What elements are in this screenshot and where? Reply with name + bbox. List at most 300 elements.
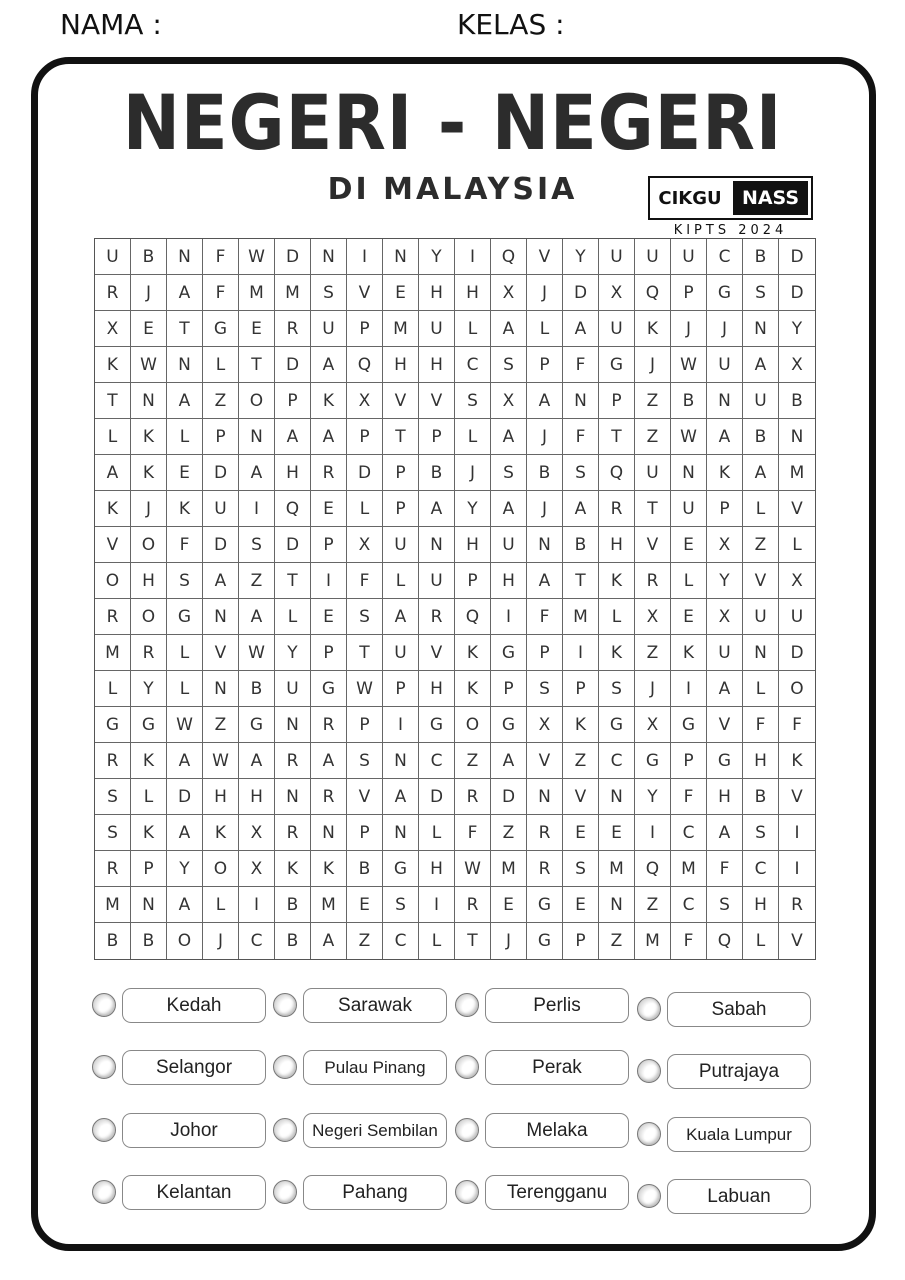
answer-checkbox[interactable] [92, 1055, 116, 1079]
grid-cell[interactable]: Y [779, 311, 815, 347]
grid-cell[interactable]: C [455, 347, 491, 383]
grid-cell[interactable]: K [455, 635, 491, 671]
grid-cell[interactable]: I [419, 887, 455, 923]
grid-cell[interactable]: V [527, 743, 563, 779]
grid-cell[interactable]: J [203, 923, 239, 959]
grid-cell[interactable]: L [203, 347, 239, 383]
grid-cell[interactable]: J [527, 419, 563, 455]
grid-cell[interactable]: Z [239, 563, 275, 599]
grid-cell[interactable]: V [791, 931, 803, 951]
grid-cell[interactable]: U [311, 311, 347, 347]
grid-cell[interactable]: V [527, 239, 563, 275]
grid-cell[interactable]: X [239, 815, 275, 851]
grid-cell[interactable]: F [203, 275, 239, 311]
grid-cell[interactable]: L [95, 671, 131, 707]
grid-cell[interactable]: K [563, 707, 599, 743]
grid-cell[interactable]: S [95, 815, 131, 851]
grid-cell[interactable]: Z [743, 527, 779, 563]
grid-cell[interactable]: K [455, 671, 491, 707]
grid-cell[interactable]: L [167, 671, 203, 707]
grid-cell[interactable]: L [743, 923, 779, 959]
grid-cell[interactable]: J [491, 923, 527, 959]
grid-cell[interactable]: A [527, 563, 563, 599]
grid-cell[interactable]: A [167, 743, 203, 779]
grid-cell[interactable]: N [599, 887, 635, 923]
grid-cell[interactable]: E [671, 527, 707, 563]
grid-cell[interactable]: L [455, 419, 491, 455]
grid-cell[interactable]: H [203, 779, 239, 815]
grid-cell[interactable]: I [563, 635, 599, 671]
answer-checkbox[interactable] [92, 993, 116, 1017]
grid-cell[interactable]: V [743, 563, 779, 599]
grid-cell[interactable]: G [527, 887, 563, 923]
grid-cell[interactable]: B [275, 923, 311, 959]
grid-cell[interactable]: S [563, 851, 599, 887]
grid-cell[interactable]: Z [635, 635, 671, 671]
grid-cell[interactable]: F [563, 419, 599, 455]
grid-cell[interactable]: X [239, 851, 275, 887]
grid-cell[interactable]: A [167, 887, 203, 923]
grid-cell[interactable]: N [275, 779, 311, 815]
grid-cell[interactable]: U [743, 383, 779, 419]
grid-cell[interactable]: S [491, 347, 527, 383]
grid-cell[interactable]: L [95, 419, 131, 455]
grid-cell[interactable]: N [599, 779, 635, 815]
grid-cell[interactable]: E [563, 887, 599, 923]
grid-cell[interactable]: T [635, 491, 671, 527]
grid-cell[interactable]: M [599, 851, 635, 887]
grid-cell[interactable]: Y [707, 563, 743, 599]
grid-cell[interactable]: S [383, 887, 419, 923]
grid-cell[interactable]: U [707, 635, 743, 671]
grid-cell[interactable]: N [743, 311, 779, 347]
grid-cell[interactable]: L [779, 527, 815, 563]
grid-cell[interactable]: B [275, 887, 311, 923]
grid-cell[interactable]: E [347, 887, 383, 923]
grid-cell[interactable]: Z [635, 419, 671, 455]
grid-cell[interactable]: B [419, 455, 455, 491]
grid-cell[interactable]: P [419, 419, 455, 455]
grid-cell[interactable]: N [419, 527, 455, 563]
grid-cell[interactable]: K [311, 851, 347, 887]
grid-cell[interactable]: A [491, 491, 527, 527]
grid-cell[interactable]: L [419, 815, 455, 851]
grid-cell[interactable]: Z [347, 923, 383, 959]
grid-cell[interactable]: N [203, 671, 239, 707]
answer-checkbox[interactable] [455, 993, 479, 1017]
grid-cell[interactable]: Y [275, 635, 311, 671]
grid-cell[interactable]: U [383, 527, 419, 563]
grid-cell[interactable]: L [455, 311, 491, 347]
grid-cell[interactable]: F [203, 239, 239, 275]
grid-cell[interactable]: G [707, 275, 743, 311]
grid-cell[interactable]: V [419, 635, 455, 671]
grid-cell[interactable]: Z [203, 383, 239, 419]
grid-cell[interactable]: T [347, 635, 383, 671]
grid-cell[interactable]: A [563, 311, 599, 347]
grid-cell[interactable]: L [383, 563, 419, 599]
grid-cell[interactable]: L [599, 599, 635, 635]
grid-cell[interactable]: H [419, 851, 455, 887]
grid-cell[interactable]: K [95, 491, 131, 527]
grid-cell[interactable]: D [779, 635, 815, 671]
grid-cell[interactable]: S [95, 779, 131, 815]
grid-cell[interactable]: R [527, 815, 563, 851]
grid-cell[interactable]: S [563, 455, 599, 491]
grid-cell[interactable]: A [239, 599, 275, 635]
grid-cell[interactable]: L [671, 563, 707, 599]
grid-cell[interactable]: S [455, 383, 491, 419]
grid-cell[interactable]: Y [167, 851, 203, 887]
grid-cell[interactable]: R [311, 779, 347, 815]
grid-cell[interactable]: V [635, 527, 671, 563]
grid-cell[interactable]: C [419, 743, 455, 779]
grid-cell[interactable]: U [599, 239, 635, 275]
grid-cell[interactable]: G [527, 923, 563, 959]
grid-cell[interactable]: P [383, 671, 419, 707]
grid-cell[interactable]: A [311, 743, 347, 779]
grid-cell[interactable]: X [491, 275, 527, 311]
grid-cell[interactable]: L [743, 671, 779, 707]
grid-cell[interactable]: T [599, 419, 635, 455]
grid-cell[interactable]: O [239, 383, 275, 419]
grid-cell[interactable]: D [203, 455, 239, 491]
grid-cell[interactable]: R [275, 815, 311, 851]
grid-cell[interactable]: I [311, 563, 347, 599]
grid-cell[interactable]: U [635, 239, 671, 275]
grid-cell[interactable]: A [383, 599, 419, 635]
grid-cell[interactable]: A [491, 743, 527, 779]
grid-cell[interactable]: C [599, 743, 635, 779]
grid-cell[interactable]: U [383, 635, 419, 671]
answer-checkbox[interactable] [637, 997, 661, 1021]
grid-cell[interactable]: O [131, 527, 167, 563]
grid-cell[interactable]: D [203, 527, 239, 563]
grid-cell[interactable]: A [743, 455, 779, 491]
grid-cell[interactable]: K [203, 815, 239, 851]
grid-cell[interactable]: U [491, 527, 527, 563]
grid-cell[interactable]: Y [455, 491, 491, 527]
grid-cell[interactable]: B [347, 851, 383, 887]
grid-cell[interactable]: C [383, 923, 419, 959]
grid-cell[interactable]: J [671, 311, 707, 347]
grid-cell[interactable]: G [635, 743, 671, 779]
grid-cell[interactable]: U [419, 311, 455, 347]
grid-cell[interactable]: G [707, 743, 743, 779]
grid-cell[interactable]: D [347, 455, 383, 491]
grid-cell[interactable]: D [275, 527, 311, 563]
grid-cell[interactable]: P [563, 671, 599, 707]
grid-cell[interactable]: F [455, 815, 491, 851]
grid-cell[interactable]: B [95, 923, 131, 959]
grid-cell[interactable]: A [275, 419, 311, 455]
grid-cell[interactable]: D [275, 239, 311, 275]
grid-cell[interactable]: R [311, 455, 347, 491]
grid-cell[interactable]: W [671, 419, 707, 455]
grid-cell[interactable]: K [707, 455, 743, 491]
grid-cell[interactable]: N [131, 383, 167, 419]
grid-cell[interactable]: B [563, 527, 599, 563]
grid-cell[interactable]: I [779, 851, 815, 887]
grid-cell[interactable]: J [527, 491, 563, 527]
grid-cell[interactable]: J [707, 311, 743, 347]
grid-cell[interactable]: P [527, 347, 563, 383]
grid-cell[interactable]: B [239, 671, 275, 707]
grid-cell[interactable]: F [167, 527, 203, 563]
grid-cell[interactable]: H [383, 347, 419, 383]
grid-cell[interactable]: Y [131, 671, 167, 707]
grid-cell[interactable]: P [599, 383, 635, 419]
answer-checkbox[interactable] [637, 1122, 661, 1146]
grid-cell[interactable]: K [671, 635, 707, 671]
grid-cell[interactable]: H [707, 779, 743, 815]
grid-cell[interactable]: Z [491, 815, 527, 851]
grid-cell[interactable]: F [707, 851, 743, 887]
grid-cell[interactable]: X [95, 311, 131, 347]
grid-cell[interactable]: W [239, 239, 275, 275]
grid-cell[interactable]: H [743, 743, 779, 779]
grid-cell[interactable]: G [239, 707, 275, 743]
grid-cell[interactable]: X [779, 347, 815, 383]
grid-cell[interactable]: V [419, 383, 455, 419]
grid-cell[interactable]: O [167, 923, 203, 959]
grid-cell[interactable]: L [419, 923, 455, 959]
grid-cell[interactable]: N [383, 815, 419, 851]
grid-cell[interactable]: H [131, 563, 167, 599]
grid-cell[interactable]: O [203, 851, 239, 887]
grid-cell[interactable]: Z [599, 923, 635, 959]
grid-cell[interactable]: U [275, 671, 311, 707]
grid-cell[interactable]: U [707, 347, 743, 383]
grid-cell[interactable]: E [563, 815, 599, 851]
grid-cell[interactable]: V [779, 491, 815, 527]
grid-cell[interactable]: K [599, 563, 635, 599]
grid-cell[interactable]: I [491, 599, 527, 635]
grid-cell[interactable]: Q [599, 455, 635, 491]
grid-cell[interactable]: N [779, 419, 815, 455]
grid-cell[interactable]: P [707, 491, 743, 527]
grid-cell[interactable]: M [275, 275, 311, 311]
grid-cell[interactable]: A [707, 419, 743, 455]
grid-cell[interactable]: G [491, 707, 527, 743]
grid-cell[interactable]: D [779, 275, 815, 311]
answer-checkbox[interactable] [273, 993, 297, 1017]
grid-cell[interactable]: M [779, 455, 815, 491]
grid-cell[interactable]: V [95, 527, 131, 563]
grid-cell[interactable]: P [491, 671, 527, 707]
grid-cell[interactable]: R [455, 779, 491, 815]
grid-cell[interactable]: M [635, 923, 671, 959]
grid-cell[interactable]: V [779, 779, 815, 815]
grid-cell[interactable]: R [95, 275, 131, 311]
grid-cell[interactable]: Y [563, 239, 599, 275]
grid-cell[interactable]: P [347, 311, 383, 347]
grid-cell[interactable]: A [743, 347, 779, 383]
grid-cell[interactable]: E [383, 275, 419, 311]
grid-cell[interactable]: J [455, 455, 491, 491]
grid-cell[interactable]: X [635, 707, 671, 743]
grid-cell[interactable]: R [779, 887, 815, 923]
grid-cell[interactable]: R [527, 851, 563, 887]
grid-cell[interactable]: B [131, 239, 167, 275]
grid-cell[interactable]: F [743, 707, 779, 743]
grid-cell[interactable]: H [599, 527, 635, 563]
grid-cell[interactable]: X [527, 707, 563, 743]
grid-cell[interactable]: A [311, 419, 347, 455]
grid-cell[interactable]: Z [563, 743, 599, 779]
grid-cell[interactable]: F [563, 347, 599, 383]
grid-cell[interactable]: X [599, 275, 635, 311]
grid-cell[interactable]: F [671, 779, 707, 815]
grid-cell[interactable]: S [311, 275, 347, 311]
grid-cell[interactable]: I [455, 239, 491, 275]
grid-cell[interactable]: F [779, 707, 815, 743]
grid-cell[interactable]: B [671, 383, 707, 419]
grid-cell[interactable]: A [707, 671, 743, 707]
answer-checkbox[interactable] [273, 1118, 297, 1142]
grid-cell[interactable]: A [707, 815, 743, 851]
grid-cell[interactable]: I [347, 239, 383, 275]
answer-checkbox[interactable] [455, 1118, 479, 1142]
grid-cell[interactable]: H [239, 779, 275, 815]
grid-cell[interactable]: O [95, 563, 131, 599]
grid-cell[interactable]: H [743, 887, 779, 923]
grid-cell[interactable]: N [203, 599, 239, 635]
grid-cell[interactable]: M [383, 311, 419, 347]
grid-cell[interactable]: G [671, 707, 707, 743]
grid-cell[interactable]: W [203, 743, 239, 779]
grid-cell[interactable]: A [311, 347, 347, 383]
grid-cell[interactable]: I [635, 815, 671, 851]
grid-cell[interactable]: U [635, 455, 671, 491]
grid-cell[interactable]: C [743, 851, 779, 887]
grid-cell[interactable]: T [383, 419, 419, 455]
grid-cell[interactable]: O [779, 671, 815, 707]
grid-cell[interactable]: T [563, 563, 599, 599]
grid-cell[interactable]: E [239, 311, 275, 347]
grid-cell[interactable]: R [275, 743, 311, 779]
grid-cell[interactable]: Y [635, 779, 671, 815]
answer-checkbox[interactable] [273, 1055, 297, 1079]
grid-cell[interactable]: F [671, 923, 707, 959]
grid-cell[interactable]: L [167, 419, 203, 455]
grid-cell[interactable]: D [275, 347, 311, 383]
grid-cell[interactable]: R [95, 599, 131, 635]
grid-cell[interactable]: X [635, 599, 671, 635]
grid-cell[interactable]: M [311, 887, 347, 923]
grid-cell[interactable]: N [131, 887, 167, 923]
grid-cell[interactable]: N [239, 419, 275, 455]
grid-cell[interactable]: G [167, 599, 203, 635]
grid-cell[interactable]: K [599, 635, 635, 671]
grid-cell[interactable]: S [347, 743, 383, 779]
grid-cell[interactable]: E [599, 815, 635, 851]
grid-cell[interactable]: R [275, 311, 311, 347]
grid-cell[interactable]: E [311, 491, 347, 527]
grid-cell[interactable]: P [347, 419, 383, 455]
grid-cell[interactable]: T [239, 347, 275, 383]
grid-cell[interactable]: T [275, 563, 311, 599]
grid-cell[interactable]: A [167, 815, 203, 851]
grid-cell[interactable]: P [347, 707, 383, 743]
grid-cell[interactable]: N [743, 635, 779, 671]
grid-cell[interactable]: K [131, 455, 167, 491]
grid-cell[interactable]: W [671, 347, 707, 383]
grid-cell[interactable]: K [635, 311, 671, 347]
grid-cell[interactable]: N [275, 707, 311, 743]
answer-checkbox[interactable] [455, 1055, 479, 1079]
grid-cell[interactable]: M [95, 887, 131, 923]
grid-cell[interactable]: R [95, 851, 131, 887]
grid-cell[interactable]: J [635, 347, 671, 383]
grid-cell[interactable]: V [383, 383, 419, 419]
grid-cell[interactable]: A [563, 491, 599, 527]
grid-cell[interactable]: U [95, 239, 131, 275]
grid-cell[interactable]: A [527, 383, 563, 419]
grid-cell[interactable]: N [311, 815, 347, 851]
grid-cell[interactable]: W [347, 671, 383, 707]
grid-cell[interactable]: H [455, 275, 491, 311]
grid-cell[interactable]: S [491, 455, 527, 491]
grid-cell[interactable]: P [671, 743, 707, 779]
grid-cell[interactable]: G [203, 311, 239, 347]
grid-cell[interactable]: Z [635, 887, 671, 923]
grid-cell[interactable]: Z [203, 707, 239, 743]
grid-cell[interactable]: M [563, 599, 599, 635]
grid-cell[interactable]: R [455, 887, 491, 923]
grid-cell[interactable]: J [131, 275, 167, 311]
grid-cell[interactable]: K [311, 383, 347, 419]
grid-cell[interactable]: Q [635, 851, 671, 887]
grid-cell[interactable]: N [671, 455, 707, 491]
grid-cell[interactable]: L [347, 491, 383, 527]
grid-cell[interactable]: W [455, 851, 491, 887]
grid-cell[interactable]: T [455, 923, 491, 959]
grid-cell[interactable]: X [707, 527, 743, 563]
grid-cell[interactable]: L [527, 311, 563, 347]
grid-cell[interactable]: U [671, 491, 707, 527]
grid-cell[interactable]: Q [347, 347, 383, 383]
grid-cell[interactable]: I [239, 887, 275, 923]
grid-cell[interactable]: E [491, 887, 527, 923]
grid-cell[interactable]: N [167, 239, 203, 275]
grid-cell[interactable]: W [131, 347, 167, 383]
grid-cell[interactable]: S [347, 599, 383, 635]
grid-cell[interactable]: D [167, 779, 203, 815]
answer-checkbox[interactable] [637, 1059, 661, 1083]
grid-cell[interactable]: B [743, 239, 779, 275]
grid-cell[interactable]: I [239, 491, 275, 527]
grid-cell[interactable]: N [707, 383, 743, 419]
grid-cell[interactable]: G [599, 707, 635, 743]
grid-cell[interactable]: R [95, 743, 131, 779]
grid-cell[interactable]: V [347, 779, 383, 815]
grid-cell[interactable]: R [599, 491, 635, 527]
grid-cell[interactable]: G [419, 707, 455, 743]
grid-cell[interactable]: X [347, 527, 383, 563]
grid-cell[interactable]: B [743, 419, 779, 455]
grid-cell[interactable]: R [419, 599, 455, 635]
grid-cell[interactable]: A [383, 779, 419, 815]
answer-checkbox[interactable] [92, 1180, 116, 1204]
answer-checkbox[interactable] [637, 1184, 661, 1208]
grid-cell[interactable]: X [779, 563, 815, 599]
grid-cell[interactable]: N [311, 239, 347, 275]
grid-cell[interactable]: G [131, 707, 167, 743]
grid-cell[interactable]: A [239, 743, 275, 779]
grid-cell[interactable]: E [671, 599, 707, 635]
grid-cell[interactable]: N [527, 779, 563, 815]
